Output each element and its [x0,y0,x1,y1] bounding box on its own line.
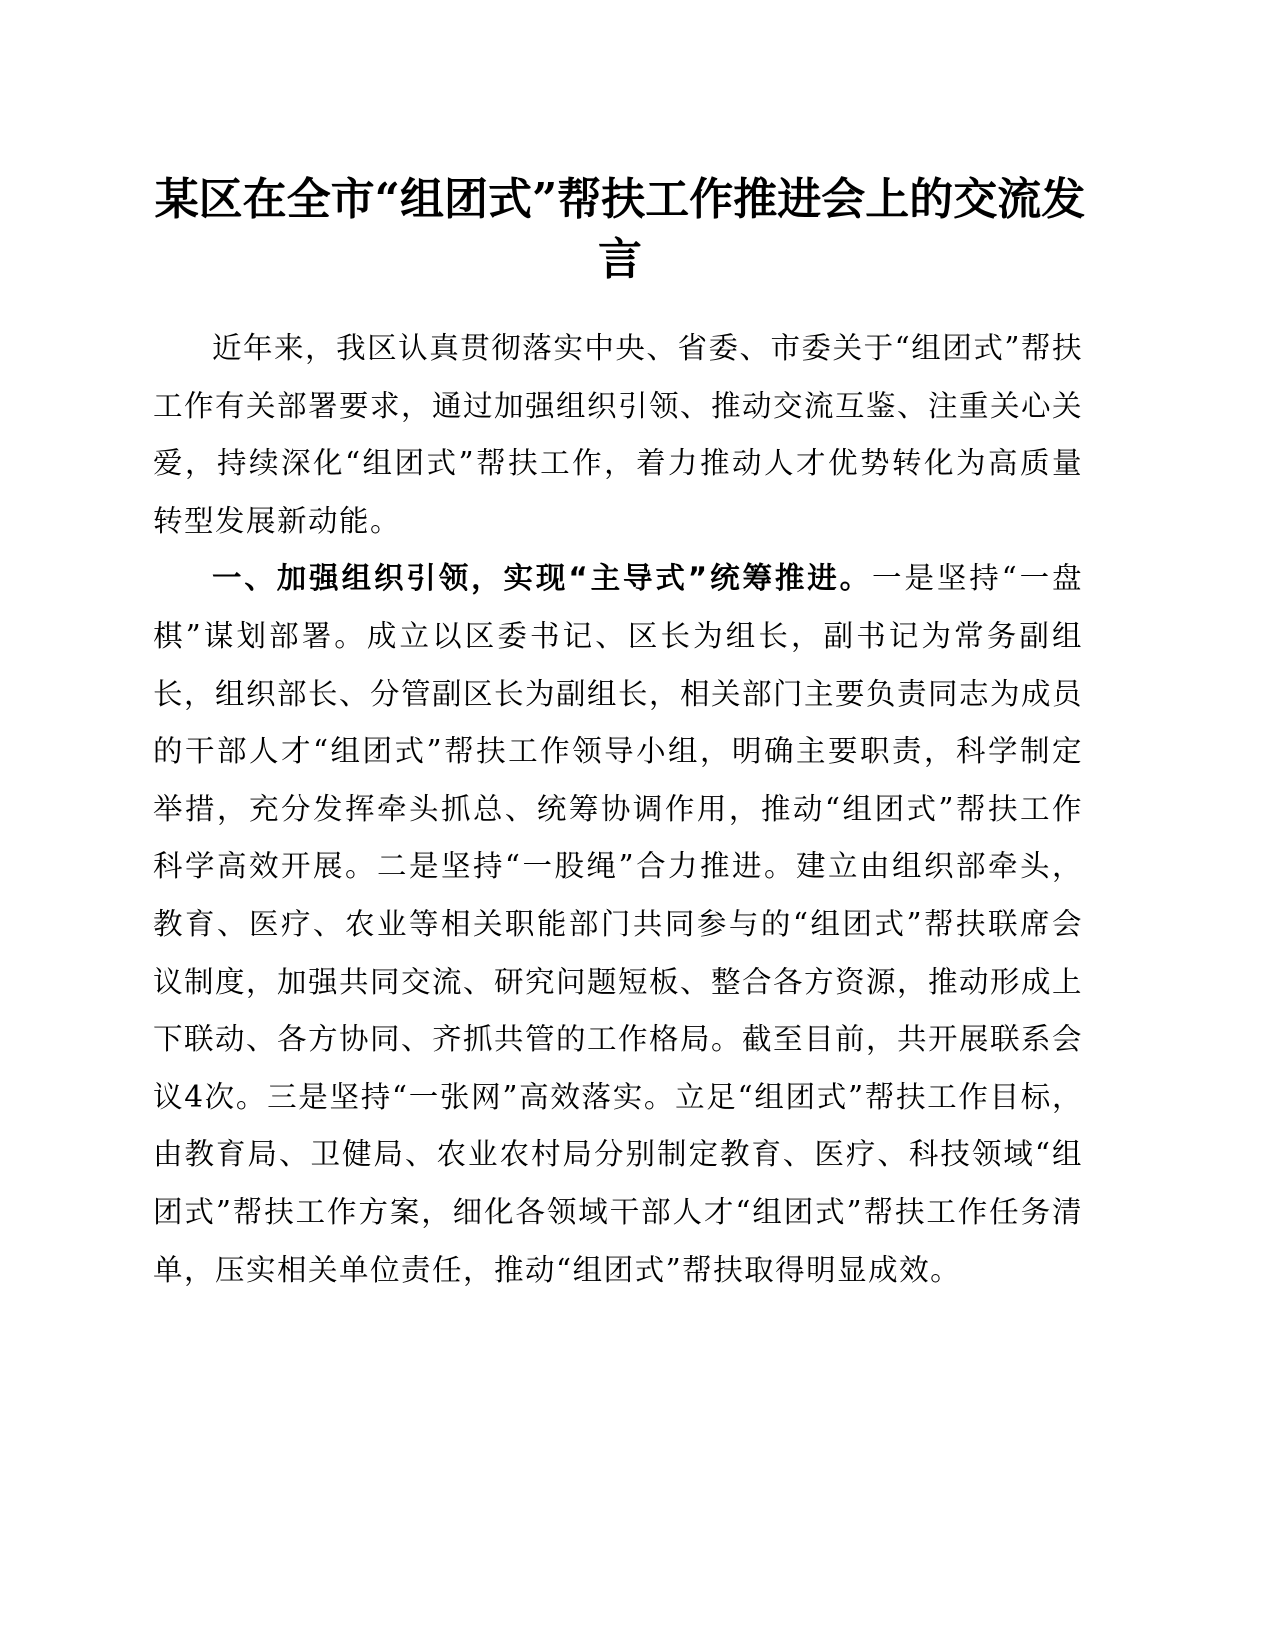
document-title: 某区在全市“组团式”帮扶工作推进会上的交流发言 [154,174,1086,285]
section-1-text: 一是坚持“一盘棋”谋划部署。成立以区委书记、区长为组长，副书记为常务副组长，组织部长、分管副区长为副组长，相关部门主要负责同志为成员的干部人才“组团式”帮扶工作领导小组，明确主要职责，科学制定举措，充分发挥牵头抓总、统筹协调作用，推动“组团式”帮扶工作科学高效开展。二是坚持“一股绳”合力推进。建立由组织部牵头，教育、医疗、农业等相关职能部门共同参与的“组团式”帮扶联席会议制度，加强共同交流、研究问题短板、整合各方资源，推动形成上下联动、各方协同、齐抓共管的工作格局。截至目前，共开展联系会议4次。三是坚持“一张网”高效落实。立足“组团式”帮扶工作目标，由教育局、卫健局、农业农村局分别制定教育、医疗、科技领域“组团式”帮扶工作方案，细化各领域干部人才“组团式”帮扶工作任务清单，压实相关单位责任，推动“组团式”帮扶取得明显成效。 [153,561,1084,1287]
paragraph-intro-text: 近年来，我区认真贯彻落实中央、省委、市委关于“组团式”帮扶工作有关部署要求，通过加强组织引领、推动交流互鉴、注重关心关爱，持续深化“组团式”帮扶工作，着力推动人才优势转化为高质量转型发展新动能。 [153,331,1084,538]
paragraph-intro [153,320,1083,550]
section-1-heading: 一、加强组织引领，实现“主导式”统筹推进。 [212,561,873,596]
paragraph-section-1 [153,550,1083,1299]
document-body [153,320,1083,1299]
